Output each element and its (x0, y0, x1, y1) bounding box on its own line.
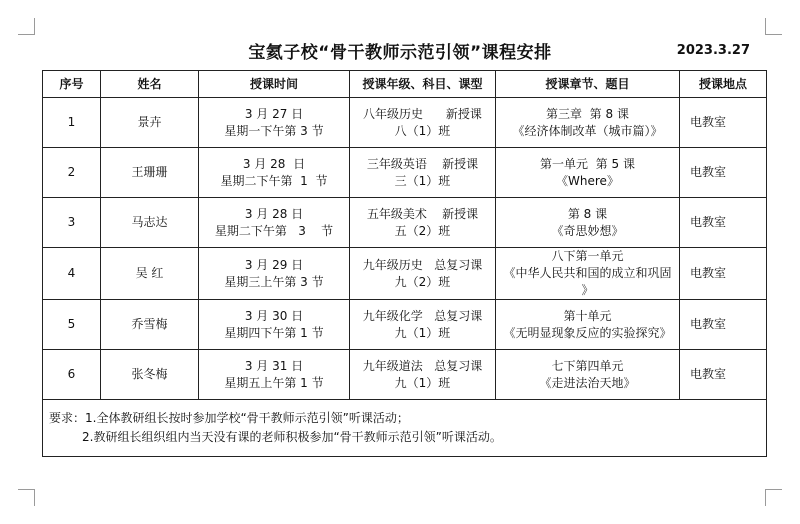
schedule-table (42, 70, 767, 457)
header-time: 授课时间 (199, 71, 350, 98)
table-row (43, 350, 767, 400)
cell-number: 1 (43, 98, 101, 148)
topic-chapter: 七下第四单元 (551, 358, 624, 373)
topic-chapter: 第一单元 第 5 课 (540, 156, 635, 171)
cell-time (199, 248, 350, 300)
corner-mark-bottom-left (18, 489, 35, 506)
cell-class (350, 198, 496, 248)
cell-time (199, 98, 350, 148)
cell-class (350, 300, 496, 350)
notes-text-1: 1.全体教研组长按时参加学校“骨干教师示范引领”听课活动； (85, 411, 409, 425)
class-group: 九（2）班 (394, 274, 451, 289)
topic-title: 《经济体制改革（城市篇）》 (512, 123, 663, 138)
topic-title: 《奇思妙想》 (551, 223, 624, 238)
time-date: 3 月 27 日 (244, 106, 304, 121)
cell-name: 乔雪梅 (101, 300, 199, 350)
header-number: 序号 (43, 71, 101, 98)
class-subject: 三年级英语 新授课 (366, 156, 479, 171)
cell-number: 6 (43, 350, 101, 400)
cell-number: 2 (43, 148, 101, 198)
table-row (43, 98, 767, 148)
time-period: 星期一下午第 3 节 (224, 123, 324, 138)
time-period: 星期二下午第 1 节 (220, 173, 328, 188)
cell-location: 电教室 (680, 198, 767, 248)
cell-time (199, 198, 350, 248)
document-title: 宝氦子校“骨干教师示范引领”课程安排 (248, 43, 552, 63)
time-date: 3 月 28 日 (242, 156, 306, 171)
cell-location: 电教室 (680, 98, 767, 148)
cell-name: 吴 红 (101, 248, 199, 300)
cell-class (350, 98, 496, 148)
notes-row (43, 400, 767, 457)
topic-title: 《走进法治天地》 (539, 375, 636, 390)
cell-class (350, 148, 496, 198)
time-period: 星期五上午第 1 节 (224, 375, 324, 390)
cell-time (199, 350, 350, 400)
cell-number: 5 (43, 300, 101, 350)
notes-label: 要求： (49, 411, 86, 425)
cell-topic (496, 148, 680, 198)
class-group: 九（1）班 (394, 375, 451, 390)
class-group: 五（2）班 (394, 223, 451, 238)
time-date: 3 月 31 日 (244, 358, 304, 373)
cell-location: 电教室 (680, 300, 767, 350)
time-date: 3 月 28 日 (244, 206, 304, 221)
class-subject: 九年级历史 总复习课 (362, 257, 483, 272)
time-period: 星期三上午第 3 节 (224, 274, 324, 289)
time-period: 星期四下午第 1 节 (224, 325, 324, 340)
class-subject: 八年级历史 新授课 (363, 106, 482, 121)
header-class: 授课年级、科目、课型 (350, 71, 496, 98)
cell-class (350, 350, 496, 400)
time-date: 3 月 29 日 (244, 257, 304, 272)
topic-title: 《无明显现象反应的实验探究》 (503, 325, 672, 340)
time-period: 星期二下午第 3 节 (214, 223, 334, 238)
cell-topic (496, 300, 680, 350)
cell-time (199, 300, 350, 350)
cell-location: 电教室 (680, 350, 767, 400)
table-row (43, 148, 767, 198)
corner-mark-top-right (765, 18, 782, 35)
header-topic: 授课章节、题目 (496, 71, 680, 98)
document-date: 2023.3.27 (676, 43, 750, 58)
topic-title-end: 》 (581, 283, 594, 297)
cell-name: 马志达 (101, 198, 199, 248)
header-location: 授课地点 (680, 71, 767, 98)
table-row (43, 300, 767, 350)
cell-name: 景卉 (101, 98, 199, 148)
topic-title: 《中华人民共和国的成立和巩固 (503, 266, 672, 280)
class-group: 三（1）班 (394, 173, 451, 188)
corner-mark-bottom-right (765, 489, 782, 506)
table-row (43, 248, 767, 300)
topic-chapter: 第三章 第 8 课 (546, 106, 629, 121)
cell-topic (496, 98, 680, 148)
cell-location: 电教室 (680, 248, 767, 300)
cell-name: 张冬梅 (101, 350, 199, 400)
cell-topic (496, 248, 680, 300)
class-subject: 九年级道法 总复习课 (362, 358, 483, 373)
topic-chapter: 第 8 课 (567, 206, 608, 221)
topic-chapter: 第十单元 (563, 308, 612, 323)
class-group: 九（1）班 (394, 325, 451, 340)
topic-title: 《Where》 (556, 173, 619, 188)
class-subject: 九年级化学 总复习课 (362, 308, 483, 323)
cell-location: 电教室 (680, 148, 767, 198)
class-group: 八（1）班 (394, 123, 451, 138)
cell-topic (496, 198, 680, 248)
table-header-row (43, 71, 767, 98)
notes-line-1 (49, 409, 766, 428)
topic-chapter: 八下第一单元 (551, 249, 624, 263)
table-row (43, 198, 767, 248)
cell-topic (496, 350, 680, 400)
notes-cell (43, 400, 767, 457)
cell-class (350, 248, 496, 300)
cell-time (199, 148, 350, 198)
corner-mark-top-left (18, 18, 35, 35)
cell-number: 3 (43, 198, 101, 248)
notes-line-2: 2.教研组长组织组内当天没有课的老师积极参加“骨干教师示范引领”听课活动。 (82, 430, 502, 444)
class-subject: 五年级美术 新授课 (366, 206, 479, 221)
time-date: 3 月 30 日 (244, 308, 304, 323)
cell-number: 4 (43, 248, 101, 300)
cell-name: 王珊珊 (101, 148, 199, 198)
header-name: 姓名 (101, 71, 199, 98)
